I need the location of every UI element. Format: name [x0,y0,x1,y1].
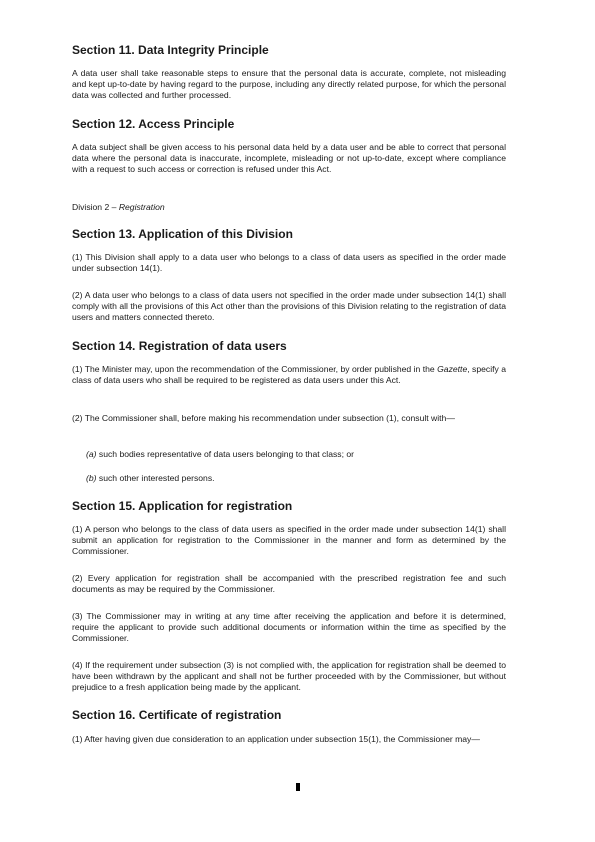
section-15-paragraph-4: (4) If the requirement under subsection (3) is not complied with, the application for registration shall be deemed to have been withdrawn by the applicant and shall not be further proceeded with by the Commissioner, but without prejudice to a fresh application being made by the applicant. [72,660,506,693]
section-11-heading: Section 11. Data Integrity Principle [72,43,269,57]
item-b-text: such other interested persons. [96,473,215,483]
section-16-heading: Section 16. Certificate of registration [72,708,282,722]
section-12-heading: Section 12. Access Principle [72,117,235,131]
section-14-item-a [86,449,506,460]
section-13-paragraph-1: (1) This Division shall apply to a data user who belongs to a class of data users as specified in the order made under subsection 14(1). [72,252,506,274]
section-15-paragraph-3: (3) The Commissioner may in writing at any time after receiving the application and before it is determined, require the applicant to provide such additional documents or information within the time as specified by the Commissioner. [72,611,506,644]
section-11-paragraph: A data user shall take reasonable steps to ensure that the personal data is accurate, complete, not misleading and kept up-to-date by having regard to the purpose, including any directly related purpose, for which the personal data was collected and further processed. [72,68,506,101]
section-13-heading: Section 13. Application of this Division [72,227,293,241]
division-prefix: Division 2 – [72,202,119,212]
section-14-item-b [86,473,506,484]
item-a-label: (a) [86,449,97,459]
division-heading [72,202,165,213]
item-b-label: (b) [86,473,97,483]
section-16-paragraph-1: (1) After having given due consideration to an application under subsection 15(1), the Commissioner may— [72,734,480,744]
section-12-paragraph: A data subject shall be given access to his personal data held by a data user and be able to correct that personal data where the personal data is inaccurate, incomplete, misleading or not up-to-date, except where compliance with a request to such access or correction is refused under this Act. [72,142,506,175]
item-a-text: such bodies representative of data users belonging to that class; or [96,449,355,459]
page-marker [296,783,300,791]
division-title: Registration [118,202,165,212]
section-15-paragraph-1: (1) A person who belongs to the class of data users as specified in the order made under subsection 14(1) shall submit an application for registration to the Commissioner in the manner and form as determined by the Commissioner. [72,524,506,557]
s14-p1-end: , specify a class of data users who shall be required to be registered as data users under this Act. [72,364,506,386]
section-15-paragraph-2: (2) Every application for registration shall be accompanied with the prescribed registration fee and such documents as may be required by the Commissioner. [72,573,506,595]
section-14-heading: Section 14. Registration of data users [72,339,287,353]
section-13-paragraph-2: (2) A data user who belongs to a class of data users not specified in the order made under subsection 14(1) shall comply with all the provisions of this Act other than the provisions of this Division relating to the registration of data users and matters connected thereto. [72,290,506,323]
section-14-paragraph-1 [72,364,506,386]
section-14-paragraph-2: (2) The Commissioner shall, before making his recommendation under subsection (1), consult with— [72,413,455,423]
s14-p1-start: (1) The Minister may, upon the recommendation of the Commissioner, by order published in the [72,364,438,374]
gazette-italic: Gazette [437,364,468,374]
section-15-heading: Section 15. Application for registration [72,499,293,513]
